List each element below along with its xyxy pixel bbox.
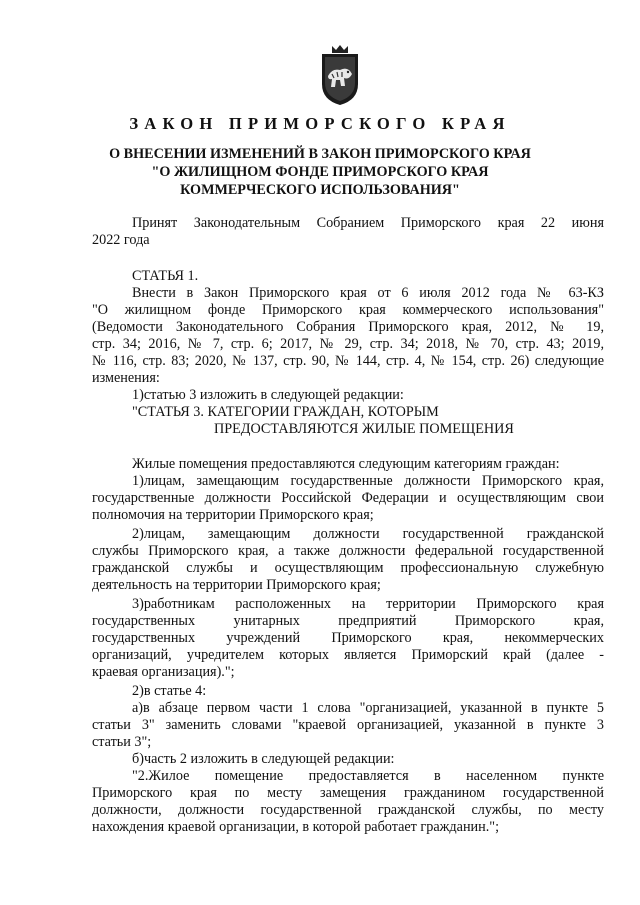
item-2a-line: а)в абзаце первом части 1 слова "организацией, указанной в пункте 5	[132, 700, 604, 716]
item-1-label: 1)статью 3 изложить в следующей редакции:	[132, 387, 404, 403]
category-3-line: краевая организация).";	[92, 664, 235, 680]
coat-of-arms-icon	[318, 44, 362, 106]
law-subtitle	[100, 145, 540, 199]
item-2b-line: Приморского края по месту замещения гражданином государственной	[92, 785, 604, 801]
category-3-line: организаций, учредителем которых является Приморский край (далее -	[92, 647, 604, 663]
article-intro-line: (Ведомости Законодательного Собрания Приморского края, 2012, № 19,	[92, 319, 604, 335]
new-article-heading-1: "СТАТЬЯ 3. КАТЕГОРИИ ГРАЖДАН, КОТОРЫМ	[132, 404, 439, 420]
item-2b-label: б)часть 2 изложить в следующей редакции:	[132, 751, 395, 767]
category-3-line: государственных унитарных предприятий Приморского края,	[92, 613, 604, 629]
subtitle-line: КОММЕРЧЕСКОГО ИСПОЛЬЗОВАНИЯ"	[180, 182, 460, 198]
article-intro-line: Внести в Закон Приморского края от 6 июля 2012 года № 63-КЗ	[132, 285, 604, 301]
article-intro-line: изменения:	[92, 370, 160, 386]
item-2b-line: должности, должности государственной гражданской службы, по месту	[92, 802, 604, 818]
law-title: ЗАКОН ПРИМОРСКОГО КРАЯ	[129, 114, 511, 133]
subtitle-line: О ВНЕСЕНИИ ИЗМЕНЕНИЙ В ЗАКОН ПРИМОРСКОГО КРАЯ	[109, 146, 531, 162]
category-2-line: деятельность на территории Приморского края;	[92, 577, 381, 593]
item-2b-line: нахождения краевой организации, в которой работает гражданин.";	[92, 819, 500, 835]
article-intro-line: "О жилищном фонде Приморского края коммерческого использования"	[92, 302, 604, 318]
category-1-line: государственные должности Российской Федерации и осуществляющим свои	[92, 490, 604, 506]
category-1-line: 1)лицам, замещающим государственные должности Приморского края,	[132, 473, 604, 489]
categories-intro: Жилые помещения предоставляются следующим категориям граждан:	[132, 456, 560, 472]
category-3-line: государственных учреждений Приморского края, некоммерческих	[92, 630, 604, 646]
adoption-line-1: Принят Законодательным Собранием Приморского края 22 июня	[132, 215, 604, 231]
article-heading: СТАТЬЯ 1.	[132, 268, 199, 284]
article-intro-line: № 116, стр. 83; 2020, № 137, стр. 90, № 144, стр. 4, № 154, стр. 26) следующие	[92, 353, 604, 369]
adoption-line-2: 2022 года	[92, 232, 150, 248]
new-article-heading-2: ПРЕДОСТАВЛЯЮТСЯ ЖИЛЫЕ ПОМЕЩЕНИЯ	[214, 421, 514, 437]
category-3-line: 3)работникам расположенных на территории Приморского края	[132, 596, 604, 612]
category-2-line: гражданской службы и осуществляющим профессиональную служебную	[92, 560, 604, 576]
article-intro-line: стр. 34; 2016, № 7, стр. 6; 2017, № 29, стр. 34; 2018, № 70, стр. 43; 2019,	[92, 336, 604, 352]
item-2a-line: статьи 3";	[92, 734, 152, 750]
item-2a-line: статьи 3" заменить словами "краевой организацией, указанной в пункте 3	[92, 717, 604, 733]
subtitle-line: "О ЖИЛИЩНОМ ФОНДЕ ПРИМОРСКОГО КРАЯ	[151, 164, 489, 180]
item-2-label: 2)в статье 4:	[132, 683, 207, 699]
category-2-line: службы Приморского края, а также должности федеральной государственной	[92, 543, 604, 559]
category-2-line: 2)лицам, замещающим должности государственной гражданской	[132, 526, 604, 542]
category-1-line: полномочия на территории Приморского края;	[92, 507, 374, 523]
item-2b-line: "2.Жилое помещение предоставляется в населенном пункте	[132, 768, 604, 784]
